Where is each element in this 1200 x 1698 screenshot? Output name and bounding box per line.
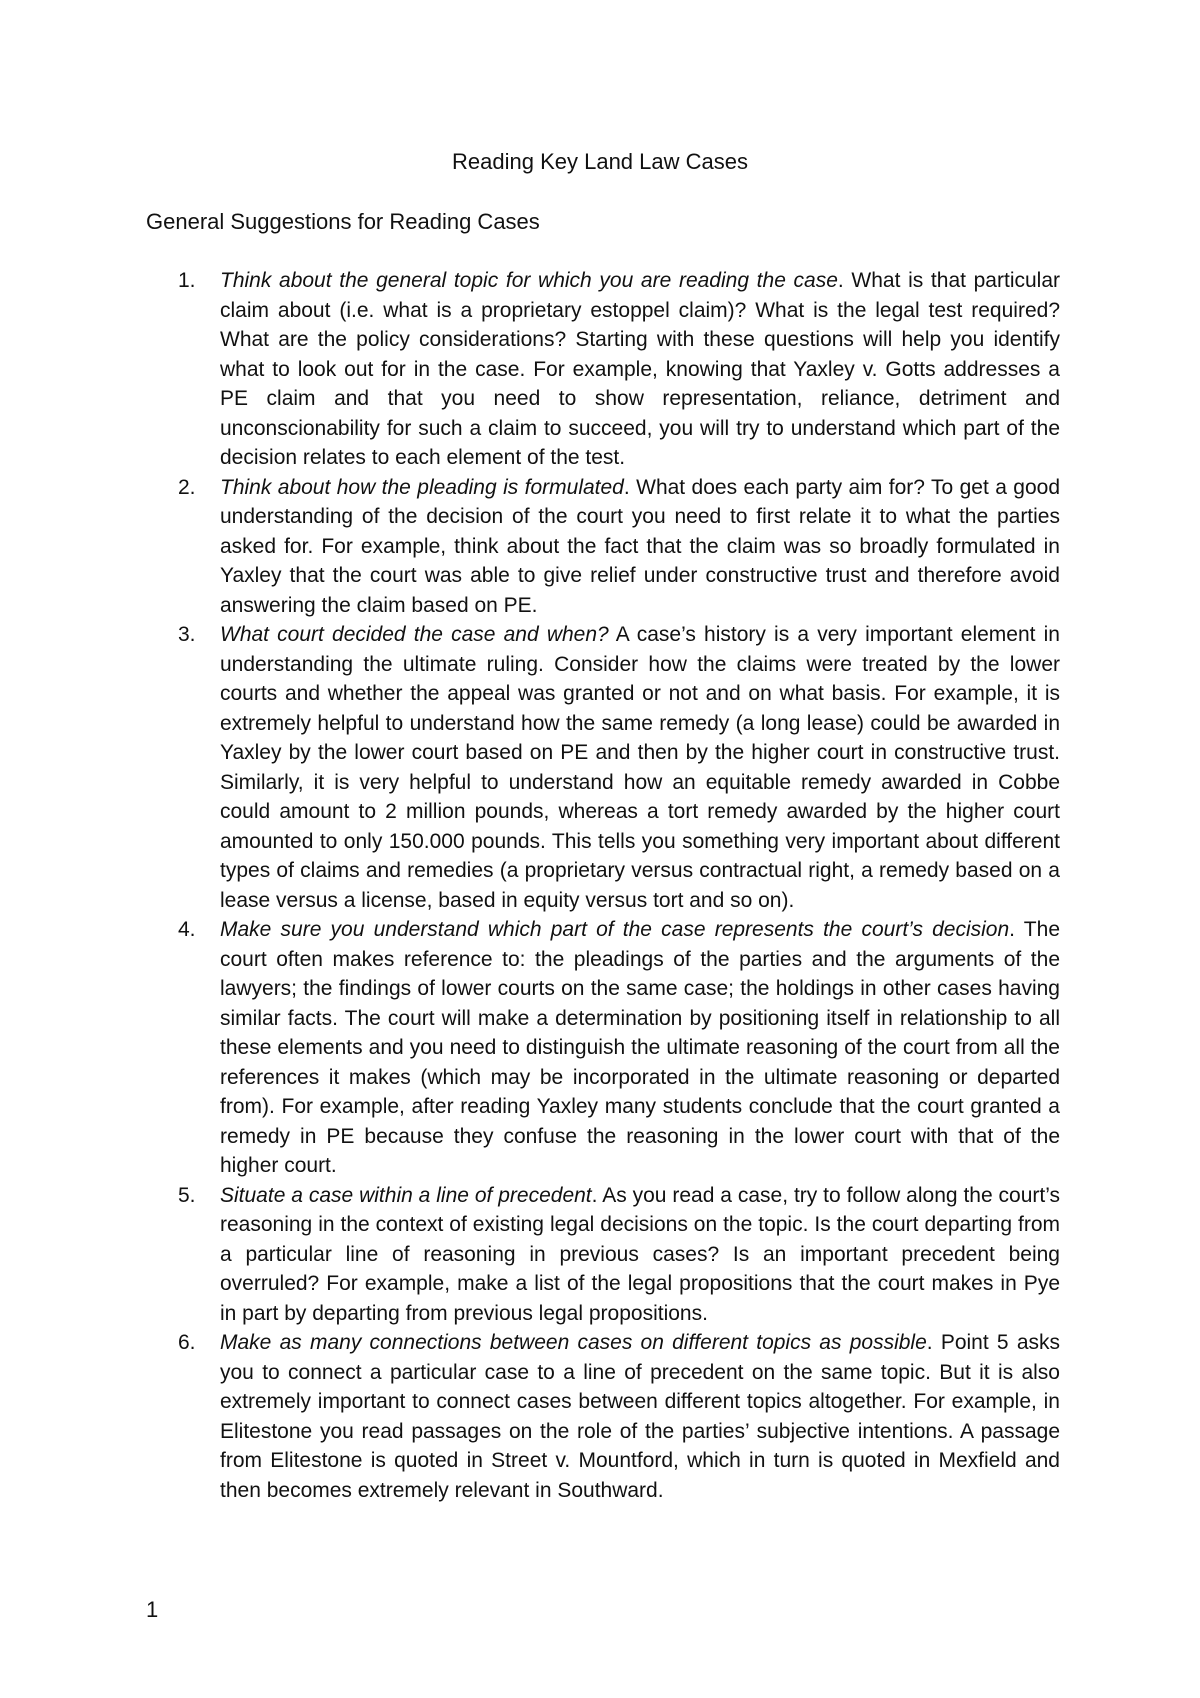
item-lead: Think about the general topic for which you are reading the case bbox=[220, 269, 838, 292]
item-body: . What does each party aim for? To get a good understanding of the decision of the court you need to first relate it to what the parties asked for. For example, think about the fact that the claim was so broadly formulated in Yaxley that the court was able to give relief under constructive trust and therefore avoid answering the claim based on PE. bbox=[220, 475, 1060, 617]
list-item bbox=[174, 915, 1060, 1181]
item-body: . Point 5 asks you to connect a particular case to a line of precedent on the same topic. But it is also extremely important to connect cases between different topics altogether. For example, in Elitestone you read passages on the role of the parties’ subjective intentions. A passage from Elitestone is quoted in Street v. Mountford, which in turn is quoted in Mexfield and then becomes extremely relevant in Southward. bbox=[220, 1331, 1060, 1502]
item-number: 3. bbox=[178, 623, 196, 646]
list-item bbox=[174, 620, 1060, 915]
item-lead: Make as many connections between cases on different topics as possible bbox=[220, 1331, 927, 1354]
document-title: Reading Key Land Law Cases bbox=[452, 149, 748, 174]
item-number: 5. bbox=[178, 1183, 196, 1207]
item-lead: What court decided the case and when? bbox=[220, 623, 609, 646]
section-heading: General Suggestions for Reading Cases bbox=[146, 209, 540, 234]
item-lead: Situate a case within a line of precedent bbox=[220, 1183, 592, 1207]
item-number: 1. bbox=[178, 269, 196, 292]
item-number: 4. bbox=[178, 918, 196, 941]
suggestions-list bbox=[174, 266, 1060, 1505]
item-lead: Make sure you understand which part of the case represents the court’s decision bbox=[220, 918, 1010, 941]
item-body: . What is that particular claim about (i.e. what is a proprietary estoppel claim)? What is the legal test required? What are the policy considerations? Starting with these questions will help you identify what to look out for in the case. For example, knowing that Yaxley v. Gotts addresses a PE claim and that you need to show representation, reliance, detriment and unconscionability for such a claim to succeed, you will try to understand which part of the decision relates to each element of the test. bbox=[220, 269, 1060, 469]
list-item bbox=[174, 1328, 1060, 1505]
item-body: . The court often makes reference to: the pleadings of the parties and the arguments of the lawyers; the findings of lower courts on the same case; the holdings in other cases having similar facts. The court will make a determination by positioning itself in relationship to all these elements and you need to distinguish the ultimate reasoning of the court from all the references it makes (which may be incorporated in the ultimate reasoning or departed from). For example, after reading Yaxley many students conclude that the court granted a remedy in PE because they confuse the reasoning in the lower court with that of the higher court. bbox=[220, 918, 1060, 1177]
item-body: . As you read a case, try to follow along the court’s reasoning in the context of existing legal decisions on the topic. Is the court departing from a particular line of reasoning in previous cases? Is an important precedent being overruled? For example, make a list of the legal propositions that the court makes in Pye in part by departing from previous legal propositions. bbox=[220, 1183, 1061, 1325]
item-number: 6. bbox=[178, 1331, 196, 1354]
item-lead: Think about how the pleading is formulated bbox=[220, 475, 624, 499]
page-number: 1 bbox=[146, 1597, 159, 1622]
item-number: 2. bbox=[178, 475, 196, 499]
list-item bbox=[174, 266, 1060, 473]
item-body: A case’s history is a very important element in understanding the ultimate ruling. Consider how the claims were treated by the lower courts and whether the appeal was granted or not and on what basis. For example, it is extremely helpful to understand how the same remedy (a long lease) could be awarded in Yaxley by the lower court based on PE and then by the higher court in constructive trust. Similarly, it is very helpful to understand how an equitable remedy awarded in Cobbe could amount to 2 million pounds, whereas a tort remedy awarded by the higher court amounted to only 150.000 pounds. This tells you something very important about different types of claims and remedies (a proprietary versus contractual right, a remedy based on a lease versus a license, based in equity versus tort and so on). bbox=[220, 623, 1060, 912]
list-item bbox=[174, 1181, 1060, 1329]
list-item bbox=[174, 473, 1060, 621]
